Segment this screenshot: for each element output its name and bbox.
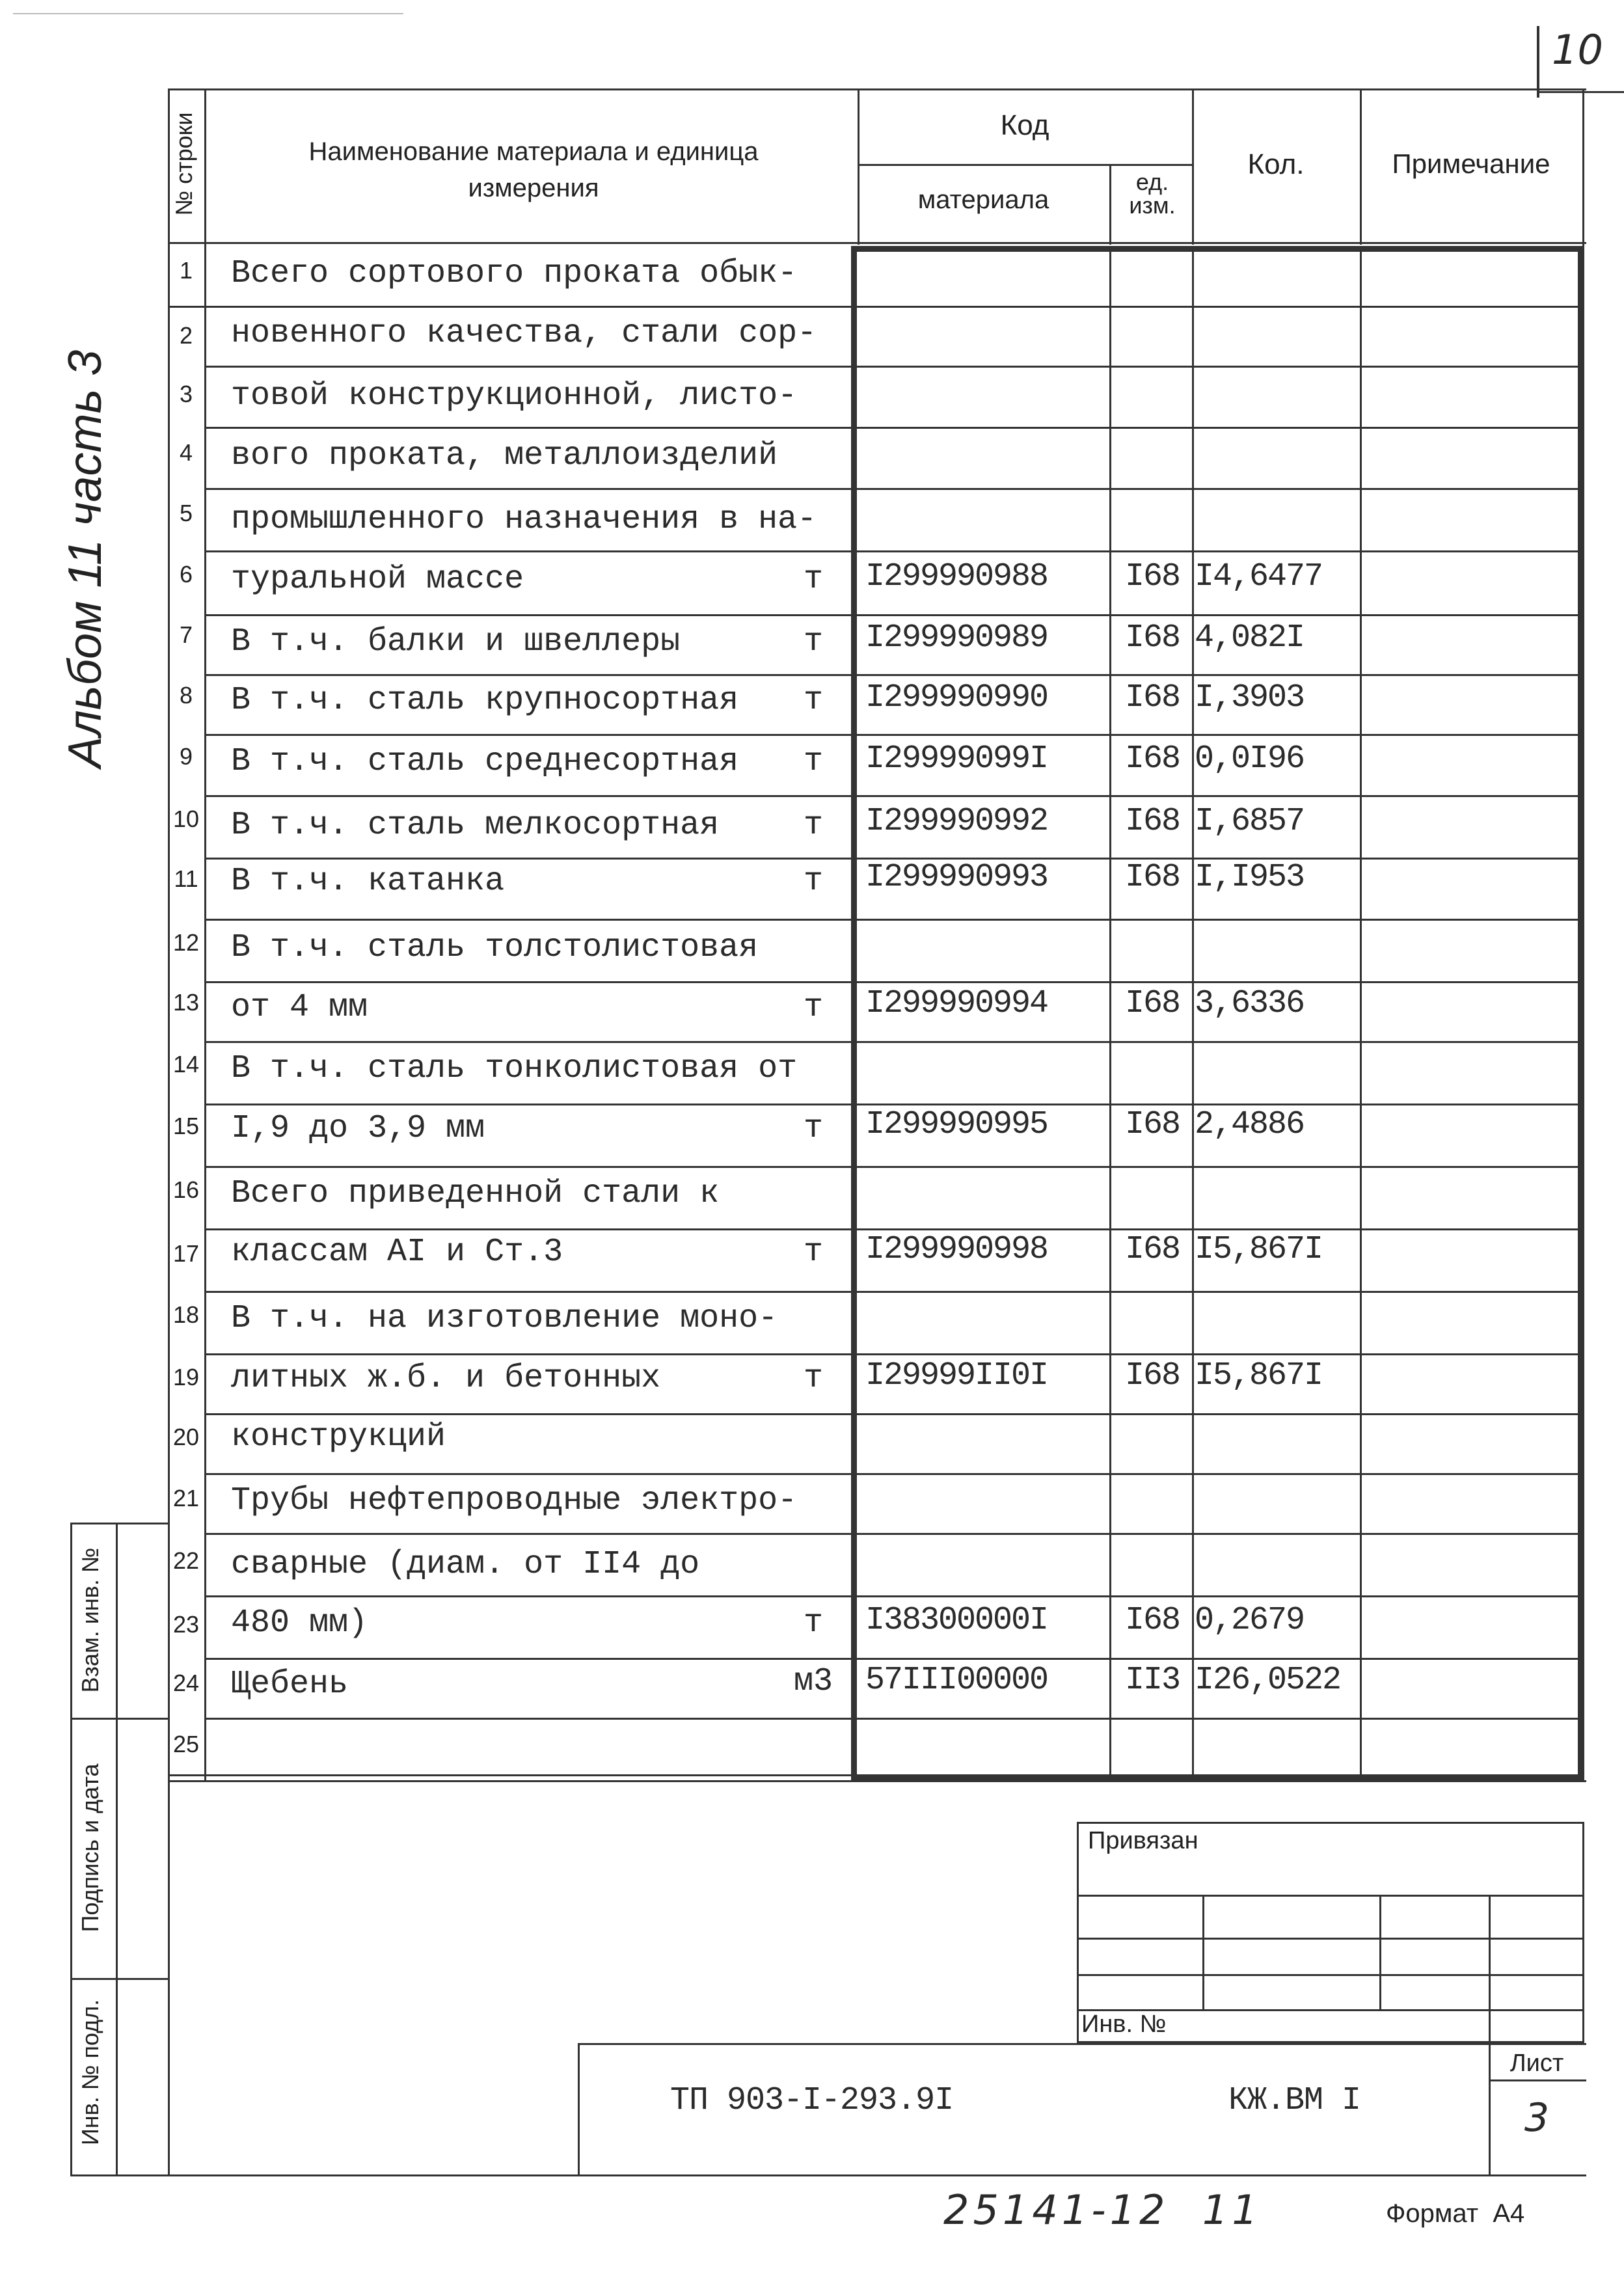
unit-code: I68 — [1124, 1357, 1180, 1394]
row-rule — [204, 306, 1582, 308]
quantity: I5,867I — [1195, 1231, 1323, 1268]
unit-code: I68 — [1124, 1231, 1180, 1268]
material-unit: т — [803, 807, 823, 844]
row-rule — [204, 1353, 1582, 1355]
bound-rule-1 — [1077, 1895, 1584, 1897]
row-rule — [204, 674, 1582, 676]
sheet-label: Лист — [1509, 2050, 1564, 2077]
corner-divider — [1537, 26, 1539, 98]
quantity: 3,6336 — [1195, 985, 1305, 1022]
table-top-border — [168, 88, 1586, 90]
doc-code: ТП 903-I-293.9I — [670, 2082, 954, 2119]
bound-vrule-2 — [1379, 1895, 1381, 2009]
row-number: 9 — [179, 743, 193, 770]
unit-code: I68 — [1124, 740, 1180, 778]
header-row-no: № строки — [170, 112, 197, 216]
sheet-corner-number: 10 — [1552, 26, 1603, 74]
row-number: 12 — [172, 929, 200, 956]
body-bottom-rule — [168, 1774, 858, 1776]
row-rule — [204, 1413, 1582, 1415]
material-name: В т.ч. балки и швеллеры — [231, 623, 681, 660]
signature-label: Подпись и дата — [77, 1763, 103, 1932]
material-name: промышленного назначения в на- — [231, 501, 817, 538]
vzam-label: Взам. инв. № — [77, 1547, 103, 1693]
material-code: I38300000I — [865, 1602, 1048, 1639]
material-unit: т — [803, 682, 823, 719]
material-name: В т.ч. катанка — [231, 863, 505, 900]
material-name: Всего сортового проката обык- — [231, 255, 798, 292]
unit-code: I68 — [1124, 679, 1180, 716]
row-number: 10 — [172, 806, 200, 832]
material-unit: т — [803, 623, 823, 660]
quantity: I26,0522 — [1195, 1662, 1341, 1699]
row-rule — [204, 1228, 1582, 1230]
material-unit: т — [803, 743, 823, 780]
material-name: Всего приведенной стали к — [231, 1175, 720, 1212]
left-margin-divider-1 — [70, 1718, 168, 1720]
material-name: вого проката, металлоизделий — [231, 437, 778, 474]
quantity: I,6857 — [1195, 803, 1305, 840]
row-number: 4 — [179, 439, 193, 466]
row-rule — [204, 366, 1582, 368]
left-margin-border-inner — [116, 1523, 118, 2176]
inv-podl-label: Инв. № подл. — [77, 1999, 103, 2146]
header-note: Примечание — [1392, 148, 1550, 179]
material-name: новенного качества, стали сор- — [231, 315, 817, 352]
body-eu-qty-divider — [1192, 246, 1194, 1780]
row-number: 6 — [179, 561, 193, 588]
footer-format: Формат А4 — [1386, 2199, 1525, 2228]
body-right-thick-border — [1578, 246, 1584, 1780]
material-code: I29999099I — [865, 740, 1048, 778]
material-name: литных ж.б. и бетонных — [231, 1360, 661, 1397]
row-number: 7 — [179, 621, 193, 648]
material-name: туральной массе — [231, 561, 524, 598]
row-rule — [204, 427, 1582, 429]
row-rule — [204, 1533, 1582, 1535]
header-code-unit: ед. изм. — [1129, 169, 1176, 219]
quantity: I,3903 — [1195, 679, 1305, 716]
header-code-material: материала — [917, 185, 1049, 214]
row-rule — [204, 1291, 1582, 1293]
material-code: I29999II0I — [865, 1357, 1048, 1394]
row-number: 24 — [172, 1670, 200, 1696]
bound-vrule-3 — [1489, 1895, 1491, 2043]
row-rule — [204, 488, 1582, 490]
material-name: классам AI и Ст.3 — [231, 1234, 563, 1271]
row-number: 14 — [172, 1051, 200, 1077]
material-code: I299990995 — [865, 1106, 1048, 1143]
quantity: 0,0I96 — [1195, 740, 1305, 778]
material-unit: т — [803, 1110, 823, 1147]
header-code: Код — [1000, 109, 1049, 141]
body-code-eu-divider — [1109, 246, 1111, 1780]
row-rule — [204, 1104, 1582, 1105]
doc-mark: КЖ.ВМ I — [1228, 2082, 1361, 2119]
row-rule — [204, 981, 1582, 983]
inv-no-label: Инв. № — [1081, 2011, 1167, 2038]
top-faint-rule — [13, 13, 403, 14]
material-unit: т — [803, 561, 823, 598]
row-number: 2 — [179, 322, 193, 349]
body-qty-note-divider — [1360, 246, 1362, 1780]
bound-rule-2 — [1077, 1938, 1584, 1940]
quantity: I5,867I — [1195, 1357, 1323, 1394]
material-name: конструкций — [231, 1418, 446, 1456]
row-number: 23 — [172, 1611, 200, 1638]
row-number: 16 — [172, 1176, 200, 1203]
row-number: 17 — [172, 1240, 200, 1267]
row-rule — [204, 1166, 1582, 1168]
header-code-subrule — [858, 164, 1192, 166]
body-bottom-thick-border — [851, 1774, 1584, 1780]
material-code: I299990989 — [865, 619, 1048, 657]
unit-code: I68 — [1124, 803, 1180, 840]
stamp-top-rule — [168, 1780, 1586, 1782]
corner-rule — [1537, 91, 1624, 93]
sheet-number: 3 — [1524, 2095, 1550, 2141]
row-number: 25 — [172, 1731, 200, 1757]
material-code: I299990993 — [865, 859, 1048, 896]
row-number: 19 — [172, 1364, 200, 1390]
material-code: I299990998 — [865, 1231, 1048, 1268]
left-margin-top — [70, 1523, 168, 1524]
row-rule — [204, 1473, 1582, 1475]
unit-code: I68 — [1124, 558, 1180, 595]
material-code: I299990990 — [865, 679, 1048, 716]
quantity: I,I953 — [1195, 859, 1305, 896]
left-margin-border — [70, 1523, 72, 2176]
material-name: В т.ч. сталь крупносортная — [231, 682, 739, 719]
row-number: 3 — [179, 381, 193, 407]
material-name: Щебень — [231, 1666, 349, 1703]
material-name: 480 мм) — [231, 1605, 368, 1642]
row-rule — [204, 1658, 1582, 1660]
quantity: 4,082I — [1195, 619, 1305, 657]
row-number: 21 — [172, 1485, 200, 1511]
material-unit: т — [803, 1234, 823, 1271]
row-rule — [204, 734, 1582, 736]
quantity: 0,2679 — [1195, 1602, 1305, 1639]
material-name: В т.ч. сталь толстолистовая — [231, 929, 759, 966]
material-code: I299990992 — [865, 803, 1048, 840]
unit-code: I68 — [1124, 985, 1180, 1022]
row-number: 5 — [179, 500, 193, 526]
material-unit: т — [803, 863, 823, 900]
row-number: 22 — [172, 1547, 200, 1574]
material-unit: т — [803, 1605, 823, 1642]
material-name: товой конструкционной, листо- — [231, 377, 798, 414]
row-number: 15 — [172, 1113, 200, 1139]
row-number: 11 — [174, 865, 198, 892]
material-unit: м3 — [793, 1663, 833, 1700]
material-code: 57III00000 — [865, 1662, 1048, 1699]
material-code: I299990994 — [865, 985, 1048, 1022]
unit-code: II3 — [1124, 1662, 1180, 1699]
material-code: I299990988 — [865, 558, 1048, 595]
bound-rule-3 — [1077, 1974, 1584, 1976]
row-rule — [204, 1041, 1582, 1043]
row-number: 8 — [179, 682, 193, 709]
row-rule — [204, 1718, 1582, 1720]
quantity: 2,4886 — [1195, 1106, 1305, 1143]
header-bottom-rule — [168, 242, 1586, 244]
header-name: Наименование материала и единица измерения — [308, 137, 759, 202]
header-code-sub-divider — [1109, 164, 1111, 245]
material-name: от 4 мм — [231, 989, 368, 1026]
material-name: В т.ч. сталь тонколистовая от — [231, 1050, 798, 1087]
quantity: I4,6477 — [1195, 558, 1323, 595]
row-number: 13 — [172, 989, 200, 1016]
rownum-rule — [168, 306, 204, 308]
body-left-thick-border — [851, 246, 857, 1780]
row-number: 20 — [172, 1424, 200, 1450]
material-name: I,9 до 3,9 мм — [231, 1110, 485, 1147]
material-unit: т — [803, 1360, 823, 1397]
header-qty: Кол. — [1247, 148, 1305, 180]
row-number: 1 — [179, 257, 193, 284]
material-name: В т.ч. на изготовление моно- — [231, 1300, 778, 1337]
footer-handwritten: 25141-12 11 — [943, 2186, 1262, 2234]
row-rule — [204, 795, 1582, 797]
material-unit: т — [803, 989, 823, 1026]
unit-code: I68 — [1124, 859, 1180, 896]
sheet-box-rule — [1489, 2079, 1586, 2081]
material-name: сварные (диам. от II4 до — [231, 1546, 700, 1583]
row-number: 18 — [172, 1301, 200, 1328]
bound-label: Привязан — [1088, 1827, 1198, 1854]
unit-code: I68 — [1124, 1602, 1180, 1639]
material-name: В т.ч. сталь мелкосортная — [231, 807, 720, 844]
material-name: В т.ч. сталь среднесортная — [231, 743, 739, 780]
row-rule — [204, 1595, 1582, 1597]
unit-code: I68 — [1124, 619, 1180, 657]
body-top-thick-border — [851, 246, 1584, 252]
rownum-divider — [204, 88, 206, 1780]
side-note: Альбом 11 часть 3 — [59, 349, 111, 768]
row-rule — [204, 919, 1582, 921]
row-rule — [204, 550, 1582, 552]
unit-code: I68 — [1124, 1106, 1180, 1143]
material-name: Трубы нефтепроводные электро- — [231, 1482, 798, 1519]
bound-vrule-1 — [1202, 1895, 1204, 2009]
row-rule — [204, 614, 1582, 616]
